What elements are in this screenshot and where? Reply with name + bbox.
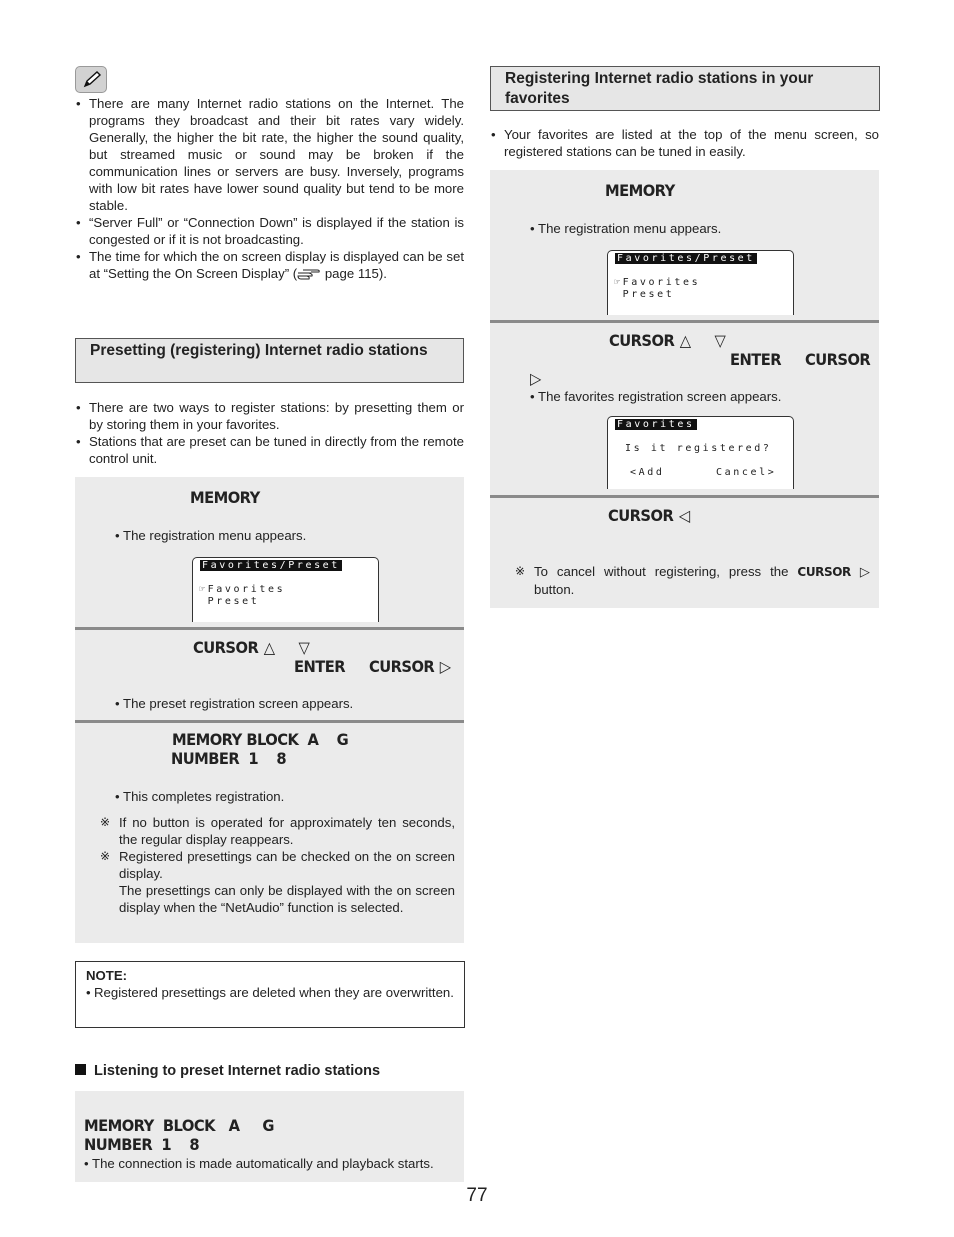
note-text: button. xyxy=(534,582,575,597)
step-desc-text: The connection is made automatically and playback starts. xyxy=(92,1156,434,1171)
cursor-up-down-keys xyxy=(193,638,309,657)
osd-line: ☞Favorites xyxy=(199,584,286,595)
osd-cancel-option: Cancel> xyxy=(716,467,777,478)
triangle-right-icon: ▷ xyxy=(439,657,451,676)
step-desc-text: The registration menu appears. xyxy=(538,221,722,236)
step-desc: • The registration menu appears. xyxy=(530,221,722,236)
osd-line: Preset xyxy=(199,596,260,607)
presetting-heading: Presetting (registering) Internet radio stations xyxy=(75,338,464,383)
step-divider xyxy=(490,495,879,498)
cursor-key-label: CURSOR xyxy=(193,638,259,657)
osd-screen xyxy=(192,557,379,622)
triangle-right-icon: ▷ xyxy=(850,564,870,579)
step-desc: • The preset registration screen appears. xyxy=(115,696,354,711)
pencil-icon xyxy=(76,67,106,92)
step-divider xyxy=(75,720,464,723)
step-note xyxy=(100,814,455,848)
number-keys: NUMBER 1 8 xyxy=(84,1135,200,1154)
cursor-up-down-keys xyxy=(609,331,725,350)
step-desc: • The favorites registration screen appears. xyxy=(530,389,782,404)
step-divider xyxy=(490,320,879,323)
presetting-intro-list xyxy=(75,399,464,467)
osd-header: Favorites/Preset xyxy=(617,253,755,264)
memo-bullet-text: The time for which the on screen display is displayed can be set at “Setting the On Screen Display” ( xyxy=(89,249,464,281)
page-number: 77 xyxy=(466,1185,488,1206)
step-divider xyxy=(75,627,464,630)
pointing-hand-icon xyxy=(297,267,321,280)
favorites-bullet: • Your favorites are listed at the top of the menu screen, so registered stations can be tuned in easily. xyxy=(490,126,879,160)
osd-add-label: Add xyxy=(638,467,665,478)
triangle-up-icon: △ xyxy=(679,331,691,350)
presetting-bullet: • Stations that are preset can be tuned in directly from the remote control unit. xyxy=(75,433,464,467)
note-text: Registered presettings are deleted when they are overwritten. xyxy=(94,985,454,1000)
step-desc-text: This completes registration. xyxy=(123,789,285,804)
memory-block-keys: MEMORY BLOCK A G xyxy=(84,1116,274,1135)
osd-screen xyxy=(607,250,794,315)
cursor-left-key xyxy=(608,506,690,525)
note-text: To cancel without registering, press the xyxy=(534,564,798,579)
note-body: • Registered presettings are deleted when they are overwritten. xyxy=(86,985,454,1000)
note-text: If no button is operated for approximately ten seconds, the regular display reappears. xyxy=(119,815,455,847)
osd-header: Favorites xyxy=(617,419,695,430)
step-desc: • This completes registration. xyxy=(115,789,285,804)
osd-line: Preset xyxy=(614,289,675,300)
triangle-down-icon: ▽ xyxy=(298,638,310,657)
step-desc-text: The preset registration screen appears. xyxy=(123,696,354,711)
triangle-left-icon: ◁ xyxy=(678,506,690,525)
number-keys: NUMBER 1 8 xyxy=(171,749,287,768)
enter-cursor-keys xyxy=(294,657,451,676)
enter-key-label: ENTER xyxy=(730,350,782,369)
asterisk-mark: ※ xyxy=(100,849,111,863)
cursor-key-label: CURSOR xyxy=(608,506,674,525)
osd-line: Is it registered? xyxy=(625,443,772,454)
triangle-down-icon: ▽ xyxy=(714,331,726,350)
osd-add-option: <Add xyxy=(630,467,665,478)
memo-icon-box xyxy=(75,66,107,93)
favorites-heading: Registering Internet radio stations in your favorites xyxy=(490,66,880,111)
cursor-key-label: CURSOR xyxy=(368,657,435,676)
memory-key-label: MEMORY xyxy=(605,181,675,200)
triangle-right-icon: ▷ xyxy=(530,369,541,388)
favorites-intro-list xyxy=(490,126,879,160)
note-text: Registered presettings can be checked on the on screen display. xyxy=(119,849,455,881)
asterisk-mark: ※ xyxy=(100,815,111,829)
osd-cancel-label: Cancel xyxy=(716,467,768,478)
step-desc: • The registration menu appears. xyxy=(115,528,307,543)
osd-screen xyxy=(607,416,794,489)
note-title: NOTE: xyxy=(86,968,128,983)
enter-cursor-keys xyxy=(730,350,870,369)
cursor-key-label: CURSOR xyxy=(609,331,675,350)
note-box xyxy=(75,961,465,1028)
cursor-key-label: CURSOR xyxy=(797,565,851,579)
cursor-key-label: CURSOR xyxy=(804,350,871,369)
square-bullet-icon xyxy=(75,1064,86,1075)
step-desc-text: The favorites registration screen appears. xyxy=(538,389,782,404)
listening-heading-text: Listening to preset Internet radio stations xyxy=(94,1063,381,1079)
note-text: The presettings can only be displayed with the on screen display when the “NetAudio” function is selected. xyxy=(119,883,455,915)
memory-block-keys: MEMORY BLOCK A G xyxy=(172,730,349,749)
memo-bullet: • There are many Internet radio stations on the Internet. The programs they broadcast and their bit rates vary widely. Generally, the higher the bit rate, the higher the sound quality, but streamed music or sound may be broken if the communication lines or servers are busy. Inversely, programs with low bit rates have lower sound quality but tend to be more stable. xyxy=(75,95,464,214)
memo-bullet xyxy=(75,248,464,282)
step-desc-text: The registration menu appears. xyxy=(123,528,307,543)
memo-bullet-text: page 115). xyxy=(321,266,387,281)
memory-key-label: MEMORY xyxy=(190,488,260,507)
presetting-bullet: • There are two ways to register stations: by presetting them or by storing them in your favorites. xyxy=(75,399,464,433)
memo-bullet: • “Server Full” or “Connection Down” is displayed if the station is congested or if it is not broadcasting. xyxy=(75,214,464,248)
osd-line: ☞Favorites xyxy=(614,277,701,288)
step-note xyxy=(100,848,455,916)
osd-header: Favorites/Preset xyxy=(202,560,340,571)
asterisk-mark: ※ xyxy=(515,564,526,578)
triangle-up-icon: △ xyxy=(263,638,275,657)
step-desc: • The connection is made automatically and playback starts. xyxy=(84,1156,434,1171)
step-note xyxy=(515,563,870,598)
listening-heading xyxy=(75,1062,380,1080)
memo-list xyxy=(75,95,464,282)
enter-key-label: ENTER xyxy=(294,657,346,676)
